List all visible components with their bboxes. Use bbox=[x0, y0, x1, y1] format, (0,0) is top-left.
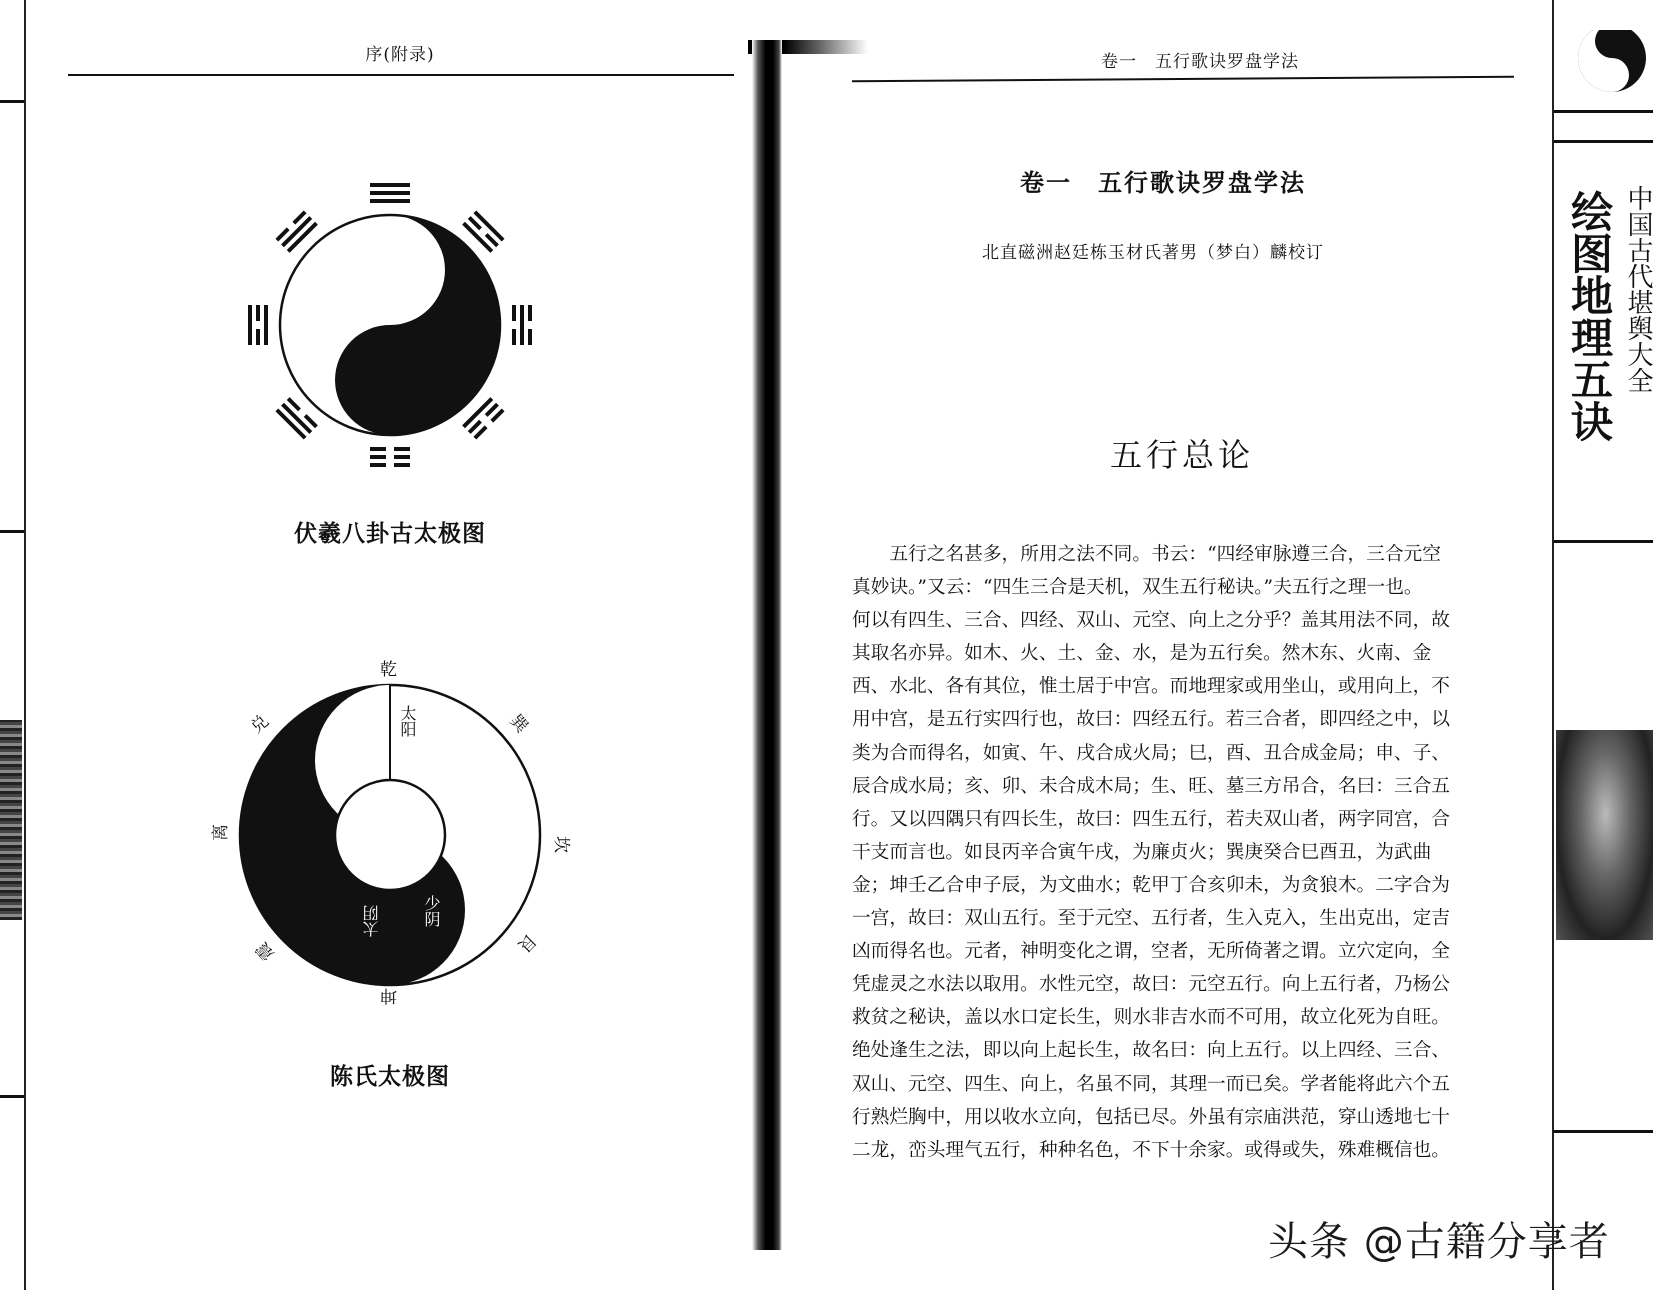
label-taiyang: 太阳 bbox=[398, 705, 417, 737]
watermark: 头条 @古籍分享者 bbox=[1268, 1219, 1610, 1265]
chen-inner-circle bbox=[335, 780, 445, 890]
book-spine bbox=[752, 40, 782, 1250]
right-running-head: 卷一 五行歌诀罗盘学法 bbox=[1101, 52, 1299, 72]
body-line: 凶而得名也。元者，神明变化之谓，空者，无所倚著之谓。立穴定向，全 bbox=[852, 941, 1450, 963]
left-page-edge-strip bbox=[0, 0, 26, 1290]
body-line: 凭虚灵之水法以取用。水性元空，故曰：元空五行。向上五行者，乃杨公 bbox=[852, 974, 1450, 996]
cover-buddha-photo bbox=[1556, 730, 1653, 940]
left-running-head: 序(附录) bbox=[365, 45, 435, 65]
right-header-rule bbox=[852, 76, 1514, 83]
direction-upper-right: 巽 bbox=[505, 711, 532, 738]
author-byline: 北直磁洲赵廷栋玉材氏著男（梦白）麟校订 bbox=[982, 243, 1324, 263]
body-line: 干支而言也。如艮丙辛合寅午戌，为廉贞火；巽庚癸合巳酉丑，为武曲 bbox=[852, 841, 1432, 863]
body-line: 救贫之秘诀，盖以水口定长生，则水非吉水而不可用，故立化死为自旺。 bbox=[852, 1007, 1450, 1029]
right-cover-edge-strip bbox=[1552, 0, 1653, 1290]
taiji-logo-icon bbox=[1572, 30, 1652, 100]
body-line: 行。又以四隅只有四长生，故曰：四生五行，若夫双山者，两字同宫，合 bbox=[852, 808, 1450, 830]
body-line: 金；坤壬乙合申子辰，为文曲水；乾甲丁合亥卯未，为贪狼木。二字合为 bbox=[852, 874, 1450, 896]
left-header-rule bbox=[68, 74, 734, 76]
cover-rule bbox=[1554, 540, 1653, 543]
edge-rule bbox=[0, 1095, 24, 1098]
taiji-white-dot bbox=[377, 257, 403, 283]
body-line: 行熟烂胸中，用以收水立向，包括已尽。外虽有宗庙洪范，穿山透地七十 bbox=[852, 1106, 1450, 1128]
edge-photo bbox=[0, 720, 22, 920]
body-line: 西、水北、各有其位，惟土居于中宫。而地理家或用坐山，或用向上，不 bbox=[852, 676, 1450, 698]
body-line: 绝处逢生之法，即以向上起长生，故名曰：向上五行。以上四经、三合、 bbox=[852, 1040, 1450, 1062]
body-text bbox=[852, 538, 1517, 1167]
diagram1-caption: 伏羲八卦古太极图 bbox=[294, 521, 486, 547]
direction-top: 乾 bbox=[380, 660, 397, 680]
direction-lower-left: 震 bbox=[252, 937, 279, 964]
body-line: 双山、元空、四生、向上，名虽不同，其理一而已矣。学者能将此六个五 bbox=[852, 1073, 1450, 1095]
cover-rule bbox=[1554, 140, 1653, 143]
fuxi-bagua-taiji-diagram bbox=[240, 180, 540, 470]
body-line: 类为合而得名，如寅、午、戌合成火局；巳，酉、丑合成金局；申、子、 bbox=[852, 742, 1450, 764]
cover-series-title: 中国古代堪舆大全 bbox=[1623, 185, 1653, 393]
body-line: 辰合成水局；亥、卯、未合成木局；生、旺、墓三方吊合，名曰：三合五 bbox=[852, 775, 1450, 797]
body-line: 五行之名甚多，所用之法不同。书云：“四经审脉遵三合，三合元空 bbox=[889, 544, 1441, 565]
body-line: 二龙，峦头理气五行，种种名色，不下十余家。或得或失，殊难概信也。 bbox=[852, 1139, 1450, 1161]
section-title: 五行总论 bbox=[1110, 436, 1255, 474]
edge-rule bbox=[0, 100, 24, 103]
edge-rule bbox=[0, 530, 24, 533]
cover-rule bbox=[1554, 1130, 1653, 1133]
taiji-black-dot bbox=[374, 364, 406, 396]
body-line: 用中宫，是五行实四行也，故曰：四经五行。若三合者，即四经之中，以 bbox=[852, 709, 1450, 731]
chapter-title: 卷一 五行歌诀罗盘学法 bbox=[1020, 169, 1306, 197]
direction-bottom: 坤 bbox=[380, 985, 397, 1005]
label-taiyin: 太阴 bbox=[362, 905, 381, 937]
cover-book-title: 绘图地理五诀 bbox=[1565, 190, 1614, 442]
body-line: 何以有四生、三合、四经、双山、元空、向上之分乎？盖其用法不同，故 bbox=[852, 610, 1450, 632]
cover-rule bbox=[1554, 110, 1653, 113]
direction-right: 坎 bbox=[551, 836, 571, 853]
body-line: 其取名亦异。如木、火、土、金、水，是为五行矣。然木东、火南、金 bbox=[852, 643, 1432, 665]
direction-left: 离 bbox=[211, 824, 231, 841]
diagram2-caption: 陈氏太极图 bbox=[330, 1064, 450, 1090]
body-line: 真妙诀。”又云：“四生三合是天机，双生五行秘诀。”夫五行之理一也。 bbox=[852, 577, 1423, 599]
direction-lower-right: 艮 bbox=[513, 929, 540, 956]
label-shaoyang: 少阳 bbox=[360, 710, 379, 742]
label-shaoyin: 少阴 bbox=[422, 895, 441, 927]
body-line: 一宫，故曰：双山五行。至于元空、五行者，生入克入，生出克出，定吉 bbox=[852, 908, 1450, 930]
direction-upper-left: 兑 bbox=[247, 711, 274, 738]
